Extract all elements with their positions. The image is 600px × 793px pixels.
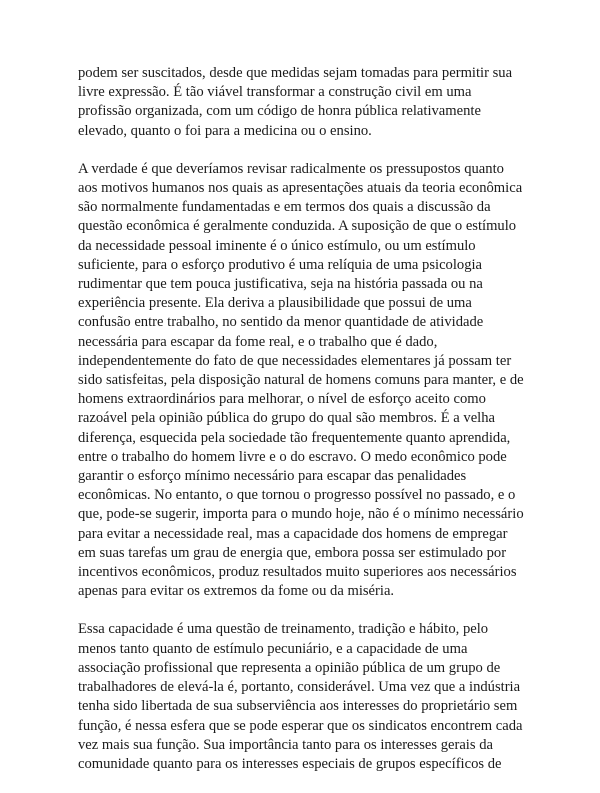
text-line: suficiente, para o esforço produtivo é uma relíquia de uma psicologia xyxy=(78,256,483,273)
text-line: aos motivos humanos nos quais as apresentações atuais da teoria econômica xyxy=(78,180,523,197)
text-line: menos tanto quanto de estímulo pecuniário, e a capacidade de uma xyxy=(78,640,468,657)
text-line: sido satisfeitas, pela disposição natural de homens comuns para manter, e de xyxy=(78,372,524,389)
text-line: questão econômica é geralmente conduzida. A suposição de que o estímulo xyxy=(78,218,517,235)
text-line: comunidade quanto para os interesses especiais de grupos específicos de xyxy=(78,755,502,772)
text-line: tenha sido libertada de sua subserviência aos interesses do proprietário sem xyxy=(78,698,518,715)
text-line: rudimentar que tem pouca justificativa, seja na história passada ou na xyxy=(78,276,483,293)
text-line: diferença, esquecida pela sociedade tão frequentemente quanto aprendida, xyxy=(78,429,511,446)
text-line: livre expressão. É tão viável transformar a construção civil em uma xyxy=(78,84,472,101)
text-line: apenas para evitar os extremos da fome ou da miséria. xyxy=(78,583,395,600)
paragraph-3 xyxy=(78,620,523,774)
text-line: razoável pela opinião pública do grupo do qual são membros. É a velha xyxy=(78,410,496,427)
text-line: incentivos econômicos, produz resultados muito superiores aos necessários xyxy=(78,564,517,581)
text-line: A verdade é que deveríamos revisar radicalmente os pressupostos quanto xyxy=(78,160,504,177)
text-line: econômicas. No entanto, o que tornou o progresso possível no passado, e o xyxy=(78,487,516,504)
text-line: em suas tarefas um grau de energia que, embora possa ser estimulado por xyxy=(78,544,507,561)
text-line: elevado, quanto o foi para a medicina ou o ensino. xyxy=(78,122,372,139)
text-line: garantir o esforço mínimo necessário para escapar das penalidades xyxy=(78,468,467,485)
text-line: associação profissional que representa a opinião pública de um grupo de xyxy=(78,659,501,676)
text-line: vez mais sua função. Sua importância tanto para os interesses gerais da xyxy=(78,736,493,753)
text-line: profissão organizada, com um código de honra pública relativamente xyxy=(78,103,481,120)
text-line: função, é nessa esfera que se pode esperar que os sindicatos encontrem cada xyxy=(78,717,523,734)
text-line: necessária para escapar da fome real, e o trabalho que é dado, xyxy=(78,333,438,350)
document-page xyxy=(78,64,524,793)
text-line: homens extraordinários para melhorar, o nível de esforço aceito como xyxy=(78,391,486,408)
paragraph-1 xyxy=(78,64,518,141)
text-line: da necessidade pessoal iminente é o único estímulo, ou um estímulo xyxy=(78,237,476,254)
text-line: experiência presente. Ela deriva a plausibilidade que possui de uma xyxy=(78,295,472,312)
text-line: confusão entre trabalho, no sentido da menor quantidade de atividade xyxy=(78,314,484,331)
text-line: Essa capacidade é uma questão de treinamento, tradição e hábito, pelo xyxy=(78,621,489,638)
text-line: podem ser suscitados, desde que medidas sejam tomadas para permitir sua xyxy=(78,65,513,81)
text-line: que, pode-se sugerir, importa para o mundo hoje, não é o mínimo necessário xyxy=(78,506,524,523)
paragraph-2 xyxy=(78,160,524,602)
text-line: trabalhadores de elevá-la é, portanto, considerável. Uma vez que a indústria xyxy=(78,679,521,696)
text-line: para evitar a necessidade real, mas a capacidade dos homens de empregar xyxy=(78,525,508,542)
text-line: entre o trabalho do homem livre e o do escravo. O medo econômico pode xyxy=(78,448,507,465)
text-line: independentemente do fato de que necessidades elementares já possam ter xyxy=(78,352,512,369)
text-line: são normalmente fundamentadas e em termos dos quais a discussão da xyxy=(78,199,491,216)
